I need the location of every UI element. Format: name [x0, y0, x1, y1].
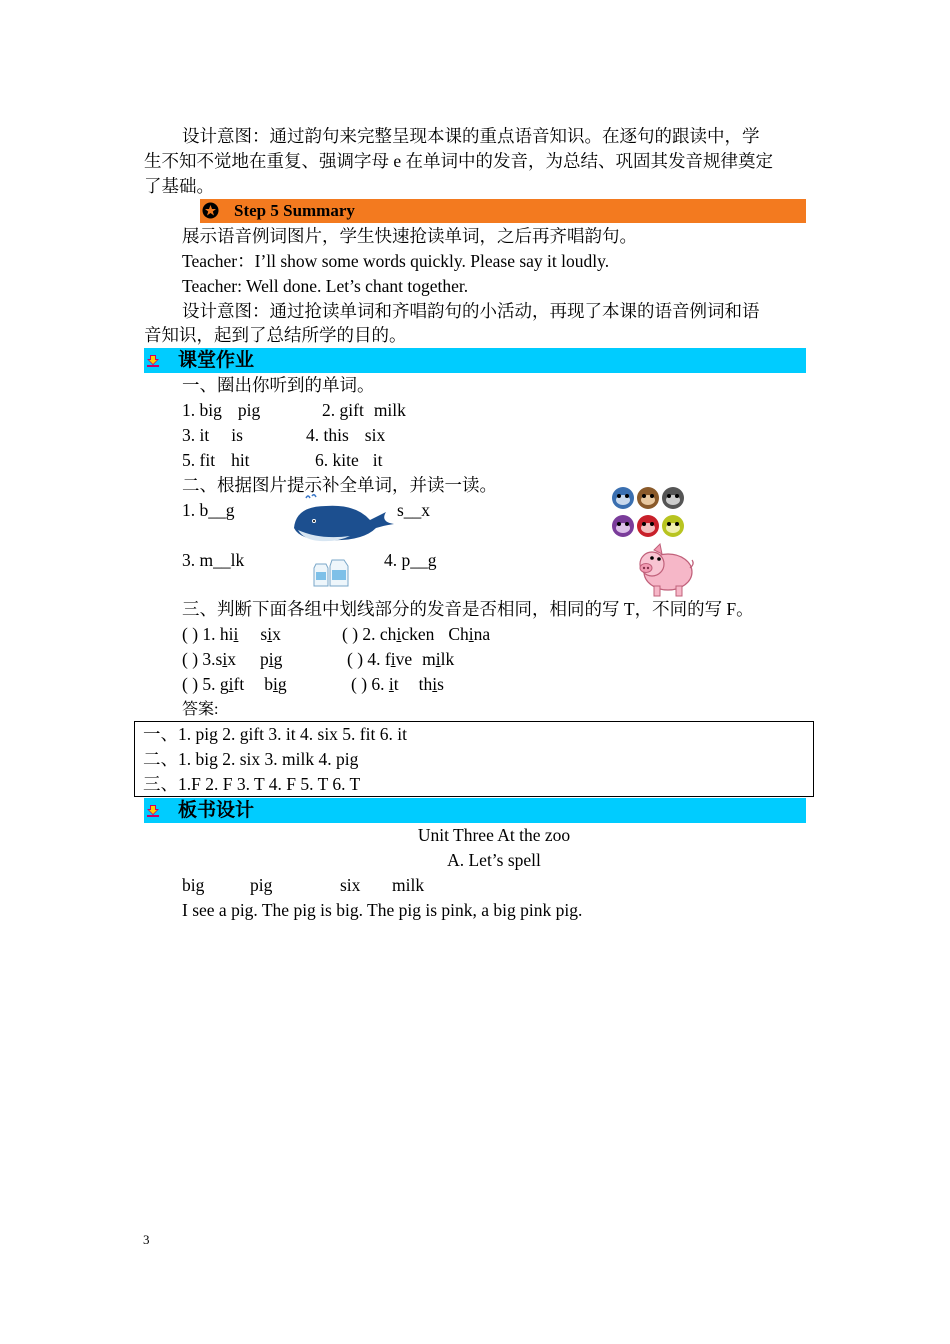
q2-item-2: s__x — [397, 500, 431, 520]
q2-item-1: 1. b__g — [182, 500, 235, 520]
step5-header-bar — [200, 199, 806, 223]
board-word-1: big — [182, 875, 205, 895]
q1-item-3: 3. it is — [182, 425, 243, 445]
whale-image — [290, 494, 398, 546]
step5-para-2: Teacher：I’ll show some words quickly. Please say it loudly. — [182, 251, 610, 271]
pig-image — [634, 542, 696, 598]
down-arrow-icon — [146, 354, 160, 373]
board-chant: I see a pig. The pig is big. The pig is pink, a big pink pig. — [182, 900, 583, 920]
milk-cartons-image — [312, 556, 352, 588]
q3-row-3: ( ) 3.six pig — [182, 649, 283, 669]
q1-item-4: 4. this six — [306, 425, 386, 445]
q1-item-5: 5. fit hit — [182, 450, 250, 470]
answers-label: 答案: — [182, 701, 219, 718]
homework-title: 课堂作业 — [178, 349, 255, 371]
q2-item-3: 3. m__lk — [182, 550, 245, 570]
board-word-3: six — [340, 875, 361, 895]
down-arrow-icon — [146, 804, 160, 823]
step5-title: Step 5 Summary — [234, 201, 355, 220]
step5-para-3: Teacher: Well done. Let’s chant together. — [182, 276, 469, 296]
answer-line-3: 三、1.F 2. F 3. T 4. F 5. T 6. T — [143, 774, 361, 794]
answer-line-1: 一、1. pig 2. gift 3. it 4. six 5. fit 6. it — [143, 724, 407, 744]
board-unit-title: Unit Three At the zoo — [417, 825, 571, 845]
page-number: 3 — [143, 1232, 150, 1247]
step5-para-1: 展示语音例词图片，学生快速抢读单词，之后再齐唱韵句。 — [182, 226, 637, 246]
answer-line-2: 二、1. big 2. six 3. milk 4. pig — [143, 749, 359, 769]
q3-title: 三、判断下面各组中划线部分的发音是否相同，相同的写 T，不同的写 F。 — [182, 599, 754, 619]
q3-row-2: ( ) 2. chicken China — [342, 624, 491, 644]
q2-title: 二、根据图片提示补全单词，并读一读。 — [182, 475, 497, 495]
q1-item-1: 1. big pig — [182, 400, 261, 420]
q1-item-2: 2. gift milk — [322, 400, 406, 420]
intro-line-3: 了基础。 — [144, 176, 214, 196]
q3-row-4: ( ) 4. five milk — [347, 649, 455, 669]
homework-header-bar — [144, 348, 806, 373]
q2-item-4: 4. p__g — [384, 550, 437, 570]
board-section-title: A. Let’s spell — [447, 850, 541, 870]
board-header-bar — [144, 798, 806, 823]
star-circle-icon — [202, 202, 219, 224]
q1-title: 一、圈出你听到的单词。 — [182, 375, 375, 395]
intro-line-1: 设计意图：通过韵句来完整呈现本课的重点语音知识。在逐句的跟读中，学 — [182, 126, 760, 146]
board-word-4: milk — [392, 875, 425, 895]
intro-line-2: 生不知不觉地在重复、强调字母 e 在单词中的发音，为总结、巩固其发音规律奠定 — [144, 151, 774, 171]
q3-row-1: ( ) 1. hii six — [182, 624, 281, 644]
q3-row-6: ( ) 6. it this — [351, 674, 444, 694]
board-word-2: pig — [250, 875, 273, 895]
monkey-faces-image — [610, 485, 690, 541]
answer-box — [134, 721, 814, 797]
q3-row-5: ( ) 5. gift big — [182, 674, 287, 694]
q1-item-6: 6. kite it — [315, 450, 383, 470]
board-title: 板书设计 — [178, 799, 255, 821]
step5-para-4a: 设计意图：通过抢读单词和齐唱韵句的小活动，再现了本课的语音例词和语 — [182, 301, 760, 321]
step5-para-4b: 音知识，起到了总结所学的目的。 — [144, 325, 407, 345]
